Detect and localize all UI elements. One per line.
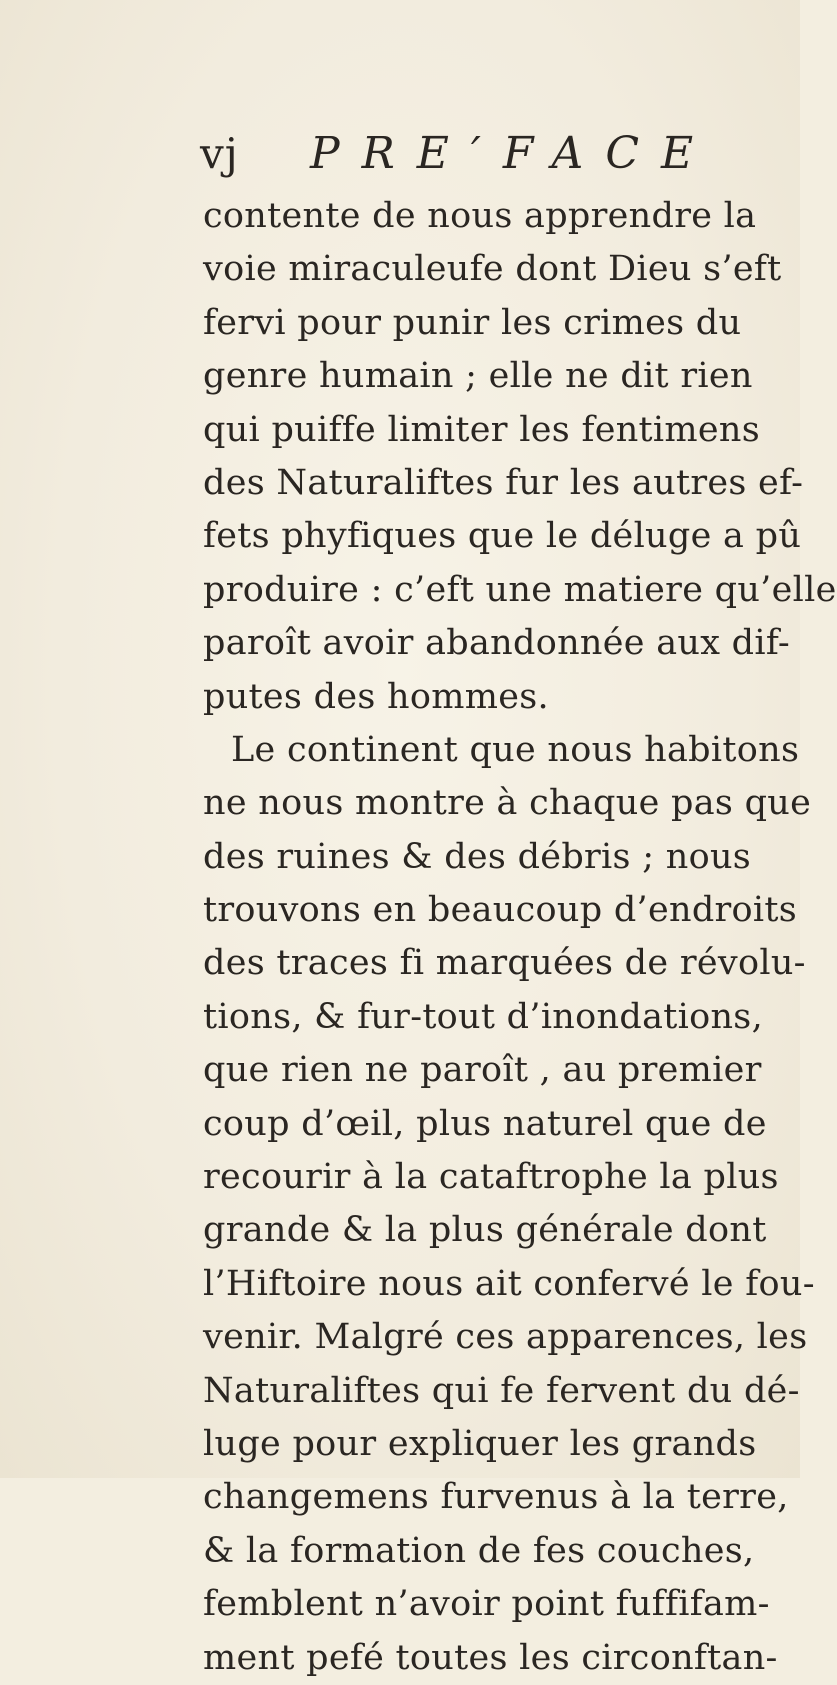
text-line: des Naturaliftes fur les autres ef- (203, 462, 804, 503)
running-title: PRE′FACE (310, 128, 716, 179)
paragraph-start-line: Le continent que nous habitons (231, 729, 800, 770)
text-line: voie miraculeufe dont Dieu s’eft (203, 249, 782, 290)
text-line: l’Hiftoire nous ait confervé le fou- (203, 1263, 815, 1304)
text-line: des ruines & des débris ; nous (203, 836, 752, 877)
text-line: femblent n’avoir point fuffifam- (203, 1584, 770, 1625)
text-line: fervi pour punir les crimes du (203, 302, 742, 343)
text-line: recourir à la cataftrophe la plus (203, 1157, 779, 1198)
text-line: tions, & fur-tout d’inondations, (203, 996, 763, 1037)
text-line: produire : c’eft une matiere qu’elle (203, 569, 837, 610)
page-number: vj (200, 129, 239, 178)
text-line: & la formation de fes couches, (203, 1530, 755, 1571)
text-line: grande & la plus générale dont (203, 1210, 767, 1251)
text-line: Naturaliftes qui fe fervent du dé- (203, 1370, 800, 1411)
text-line: venir. Malgré ces apparences, les (203, 1317, 808, 1358)
body-text (203, 190, 837, 1685)
text-line: ne nous montre à chaque pas que (203, 783, 812, 824)
text-line: qui puiffe limiter les fentimens (203, 409, 761, 450)
text-line: que rien ne paroît , au premier (203, 1050, 762, 1091)
text-line: ment pefé toutes les circonftan- (203, 1637, 778, 1678)
text-line: des traces fi marquées de révolu- (203, 943, 806, 984)
text-line: luge pour expliquer les grands (203, 1423, 757, 1464)
text-line: changemens furvenus à la terre, (203, 1477, 789, 1518)
text-line: fets phyfiques que le déluge a pû (203, 516, 802, 557)
text-line: putes des hommes. (203, 676, 549, 717)
text-line: contente de nous apprendre la (203, 196, 757, 236)
running-head (200, 128, 715, 188)
text-line: coup d’œil, plus naturel que de (203, 1103, 767, 1144)
text-line: paroît avoir abandonnée aux dif- (203, 623, 791, 664)
text-line: trouvons en beaucoup d’endroits (203, 890, 798, 931)
text-line: genre humain ; elle ne dit rien (203, 356, 753, 397)
